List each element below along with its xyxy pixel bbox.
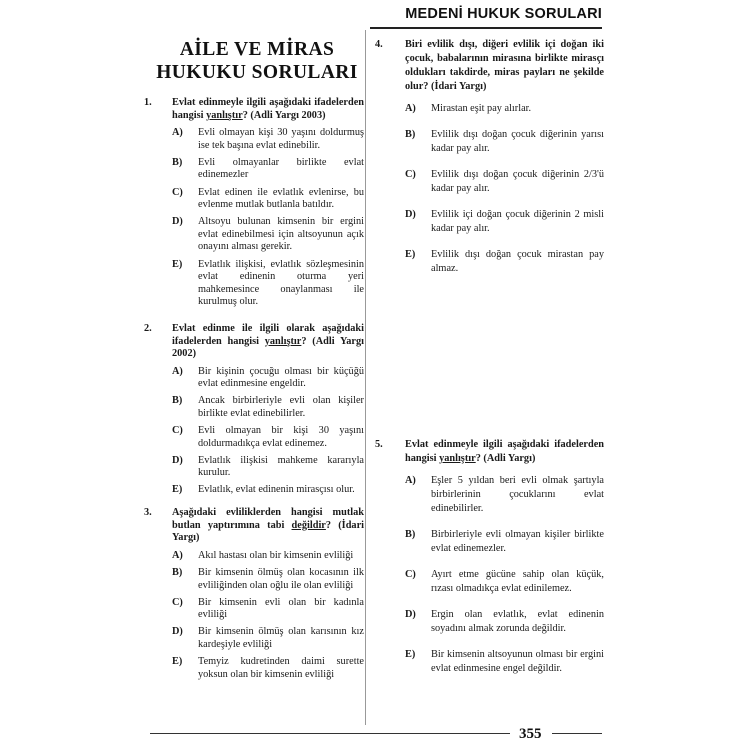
key-word: değildir: [291, 519, 326, 531]
option-b: B) Evlilik dışı doğan çocuk diğerinin yarısı kadar pay alır.: [405, 129, 604, 154]
option-c: C) Evlilik dışı doğan çocuk diğerinin 2/3'ü kadar pay alır.: [405, 169, 604, 194]
page-number: 355: [519, 726, 542, 742]
option-e: E) Evlatlık, evlat edinenin mirasçısı olur.: [172, 484, 355, 496]
section-title-line-2: HUKUKU SORULARI: [156, 62, 358, 83]
options-list: [172, 127, 364, 309]
question-stem: Biri evlilik dışı, diğeri evlilik içi doğan iki çocuk, babalarının mirasına birlikte mirasçı oldukları takdirde, miras payları ne şekilde olur? (İdari Yargı): [405, 39, 604, 92]
option-b: B) Evli olmayanlar birlikte evlat edinemezler: [172, 156, 364, 181]
header-rule: [370, 27, 602, 29]
option-b: B) Birbirleriyle evli olmayan kişiler birlikte evlat edinemezler.: [405, 529, 604, 554]
option-d: D) Altsoyu bulunan kimsenin bir ergini evlat edinebilmesi için altsoyunun açık onayını alması gerekir.: [172, 216, 364, 253]
key-word: yanlıştır: [206, 109, 243, 121]
option-e: E) Evlilik dışı doğan çocuk mirastan pay almaz.: [405, 249, 604, 274]
footer-rule-right: [552, 733, 602, 734]
column-divider: [365, 30, 366, 725]
option-c: C) Ayırt etme gücüne sahip olan küçük, rızası olmadıkça evlat edinilemez.: [405, 569, 604, 594]
option-d: D) Ergin olan evlatlık, evlat edinenin soyadını almak zorunda değildir.: [405, 609, 604, 634]
question-2: [144, 323, 364, 497]
left-column: [144, 38, 364, 686]
section-title-line-1: AİLE VE MİRAS: [179, 39, 335, 60]
option-c: C) Evli olmayan bir kişi 30 yaşını doldurmadıkça evlat edinemez.: [172, 425, 364, 449]
options-list: [405, 102, 604, 276]
option-c: C) Evlat edinen ile evlatlık evlenirse, bu evlenme mutlak butlanla batıldır.: [172, 186, 364, 211]
options-list: [172, 550, 364, 681]
right-column: [375, 38, 604, 674]
running-header: MEDENİ HUKUK SORULARI: [405, 6, 602, 22]
question-number: 4.: [375, 39, 383, 50]
question-3: [144, 507, 364, 681]
footer-rule-left: [150, 733, 510, 734]
options-list: [405, 474, 604, 676]
key-word: yanlıştır: [439, 453, 476, 464]
question-stem: Evlat edinmeyle ilgili aşağıdaki ifadelerden hangisi yanlıştır? (Adli Yargı 2003): [172, 97, 364, 121]
option-d: D) Evlilik içi doğan çocuk diğerinin 2 misli kadar pay alır.: [405, 209, 604, 234]
question-4: [375, 38, 604, 276]
option-e: E) Bir kimsenin altsoyunun olması bir ergini evlat edinmesine engel değildir.: [405, 649, 604, 674]
option-a: A) Eşler 5 yıldan beri evli olmak şartıyla birbirlerinin çocuklarını evlat edinebilirler.: [405, 475, 604, 514]
option-d: D) Evlatlık ilişkisi mahkeme kararıyla kurulur.: [172, 454, 364, 479]
options-list: [172, 366, 364, 497]
question-number: 5.: [375, 439, 383, 450]
option-b: B) Ancak birbirleriyle evli olan kişiler birlikte evlat edinebilirler.: [172, 395, 364, 419]
question-5: [375, 438, 604, 688]
option-a: A) Bir kişinin çocuğu olması bir küçüğü evlat edinmesine engeldir.: [172, 365, 364, 390]
option-c: C) Bir kimsenin evli olan bir kadınla evliliği: [172, 596, 364, 621]
option-b: B) Bir kimsenin ölmüş olan kocasının ilk evliliğinden olan oğlu ile olan evliliği: [172, 566, 364, 591]
option-a: A) Mirastan eşit pay alırlar.: [405, 103, 532, 114]
option-a: A) Evli olmayan kişi 30 yaşını doldurmuş ise tek başına evlat edinebilir.: [172, 127, 364, 151]
section-title: [150, 38, 364, 84]
question-stem: Aşağıdaki evliliklerden hangisi mutlak butlan yaptırımına tabi değildir? (İdari Yargı): [172, 507, 364, 544]
question-1: [144, 97, 364, 309]
question-number: 2.: [144, 322, 152, 334]
key-word: yanlıştır: [264, 335, 302, 347]
question-stem: Evlat edinmeyle ilgili aşağıdaki ifadelerden hangisi yanlıştır? (Adli Yargı): [405, 439, 604, 464]
question-number: 1.: [144, 97, 152, 108]
option-d: D) Bir kimsenin ölmüş olan karısının kız kardeşiyle evliliği: [172, 626, 364, 650]
question-stem: Evlat edinme ile ilgili olarak aşağıdaki ifadelerden hangisi yanlıştır? (Adli Yargı 2002): [172, 322, 364, 360]
option-e: E) Temyiz kudretinden daimi surette yoksun olan bir kimsenin evliliği: [172, 655, 364, 680]
question-number: 3.: [144, 507, 152, 519]
option-a: A) Akıl hastası olan bir kimsenin evliliği: [172, 549, 354, 561]
option-e: E) Evlatlık ilişkisi, evlatlık sözleşmesinin evlat edinenin oturma yeri mahkemesince onaylanması ile kurulmuş olur.: [172, 258, 364, 308]
